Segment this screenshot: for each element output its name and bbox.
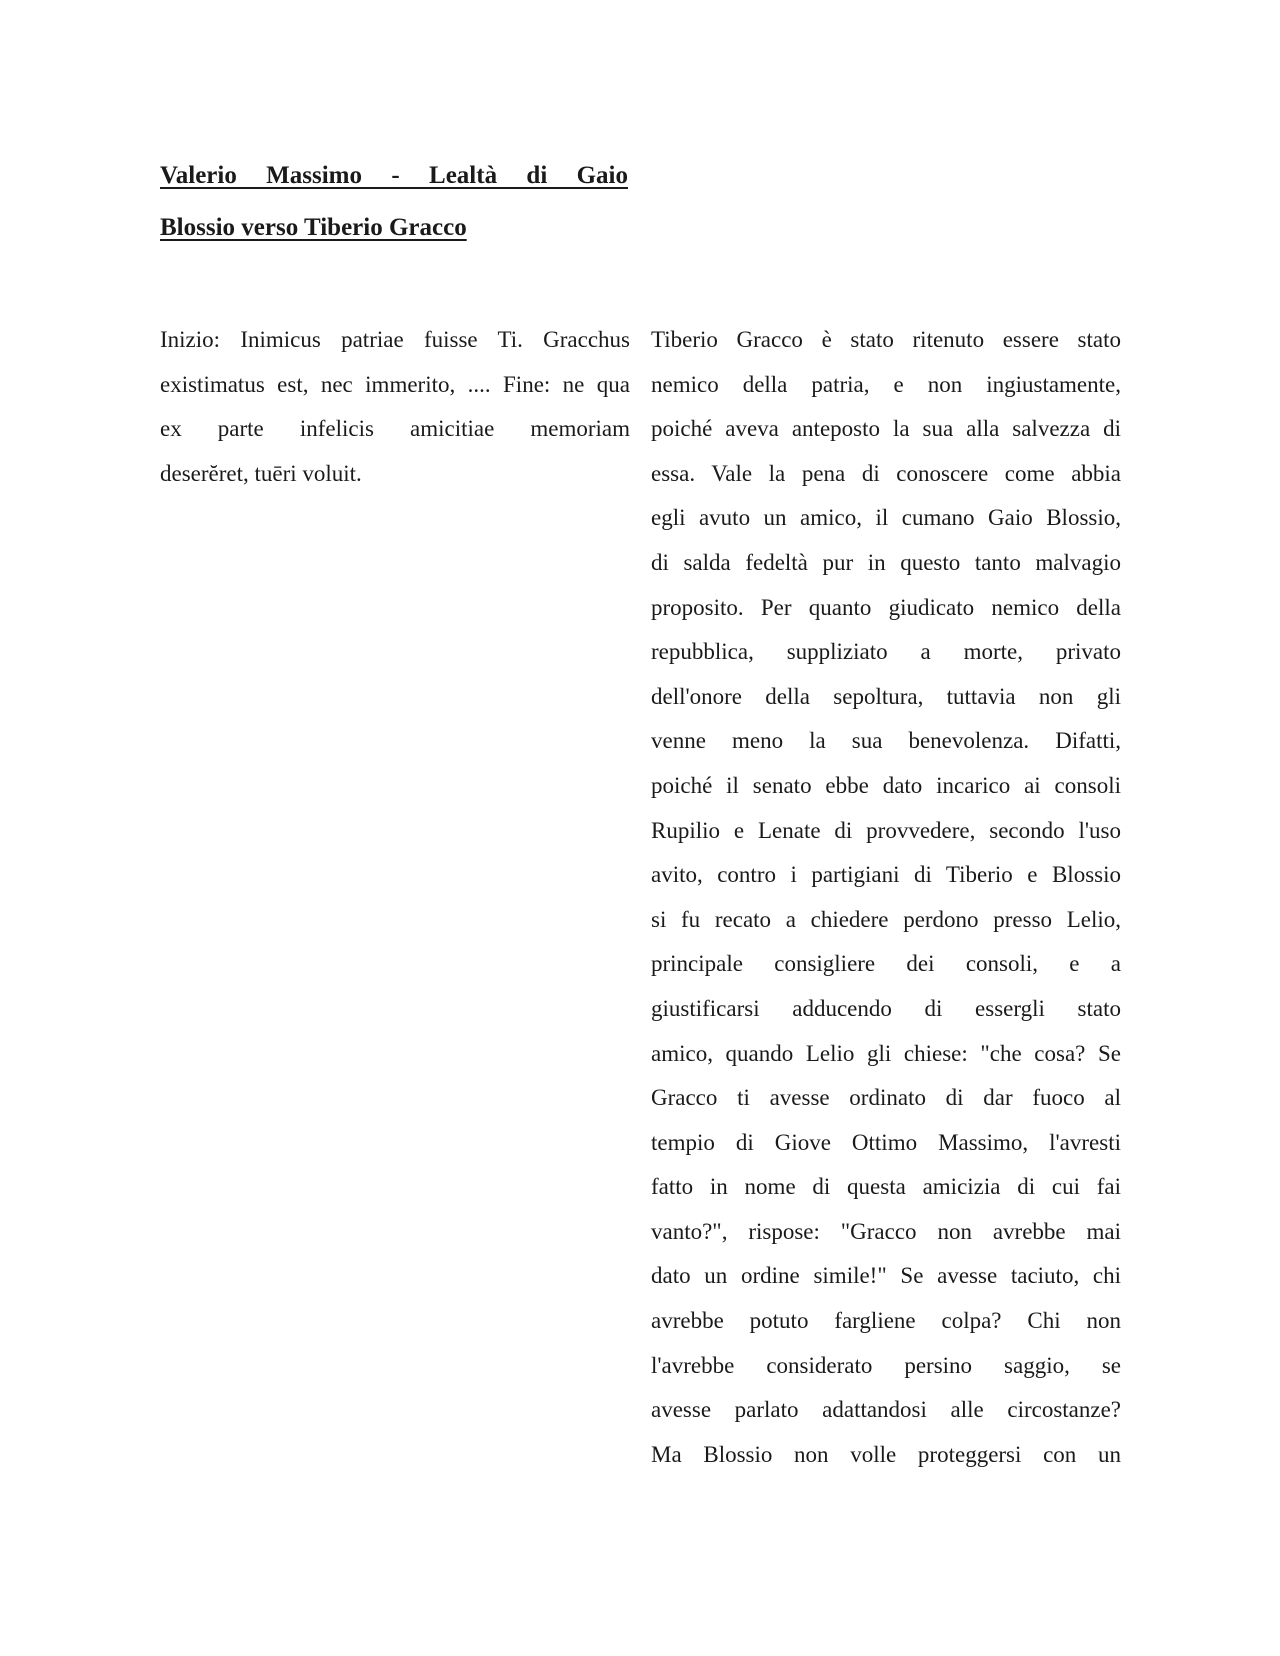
translation-line: giustificarsi adducendo di essergli stato <box>651 995 1121 1021</box>
translation-line: poiché aveva anteposto la sua alla salvezza di <box>651 416 1121 442</box>
translation-line: poiché il senato ebbe dato incarico ai consoli <box>651 772 1121 798</box>
translation-line: nemico della patria, e non ingiustamente, <box>651 371 1121 397</box>
document-title <box>160 150 628 254</box>
translation-line: si fu recato a chiedere perdono presso Lelio, <box>651 906 1121 932</box>
translation-line: principale consigliere dei consoli, e a <box>651 951 1121 977</box>
italian-translation-column <box>651 318 1121 1477</box>
translation-line: egli avuto un amico, il cumano Gaio Blossio, <box>651 505 1121 531</box>
title-line: Valerio Massimo - Lealtà di Gaio <box>160 162 628 189</box>
translation-line: Tiberio Gracco è stato ritenuto essere stato <box>651 327 1121 352</box>
translation-line: di salda fedeltà pur in questo tanto malvagio <box>651 549 1121 575</box>
latin-text-line: ex parte infelicis amicitiae memoriam <box>160 416 630 442</box>
title-line: Blossio verso Tiberio Gracco <box>160 214 467 241</box>
translation-line: Gracco ti avesse ordinato di dar fuoco al <box>651 1085 1121 1111</box>
translation-line: avito, contro i partigiani di Tiberio e Blossio <box>651 862 1121 888</box>
translation-line: l'avrebbe considerato persino saggio, se <box>651 1352 1121 1378</box>
translation-line: venne meno la sua benevolenza. Difatti, <box>651 728 1121 754</box>
latin-text-line: deserĕret, tuēri voluit. <box>160 460 362 486</box>
translation-line: vanto?", rispose: "Gracco non avrebbe mai <box>651 1218 1121 1244</box>
latin-text-line: existimatus est, nec immerito, .... Fine: ne qua <box>160 371 630 397</box>
translation-line: amico, quando Lelio gli chiese: "che cosa? Se <box>651 1040 1121 1066</box>
latin-text-column <box>160 318 630 496</box>
translation-line: dato un ordine simile!" Se avesse taciuto, chi <box>651 1263 1121 1289</box>
translation-line: essa. Vale la pena di conoscere come abbia <box>651 460 1121 486</box>
translation-line: dell'onore della sepoltura, tuttavia non gli <box>651 683 1121 709</box>
translation-line: Ma Blossio non volle proteggersi con un <box>651 1441 1121 1467</box>
translation-line: Rupilio e Lenate di provvedere, secondo l'uso <box>651 817 1121 843</box>
translation-line: repubblica, suppliziato a morte, privato <box>651 639 1121 665</box>
translation-line: avesse parlato adattandosi alle circostanze? <box>651 1397 1121 1423</box>
latin-text-line: Inizio: Inimicus patriae fuisse Ti. Gracchus <box>160 327 630 352</box>
translation-line: proposito. Per quanto giudicato nemico della <box>651 594 1121 620</box>
translation-line: tempio di Giove Ottimo Massimo, l'avresti <box>651 1129 1121 1155</box>
translation-line: avrebbe potuto fargliene colpa? Chi non <box>651 1308 1121 1334</box>
translation-line: fatto in nome di questa amicizia di cui fai <box>651 1174 1121 1200</box>
